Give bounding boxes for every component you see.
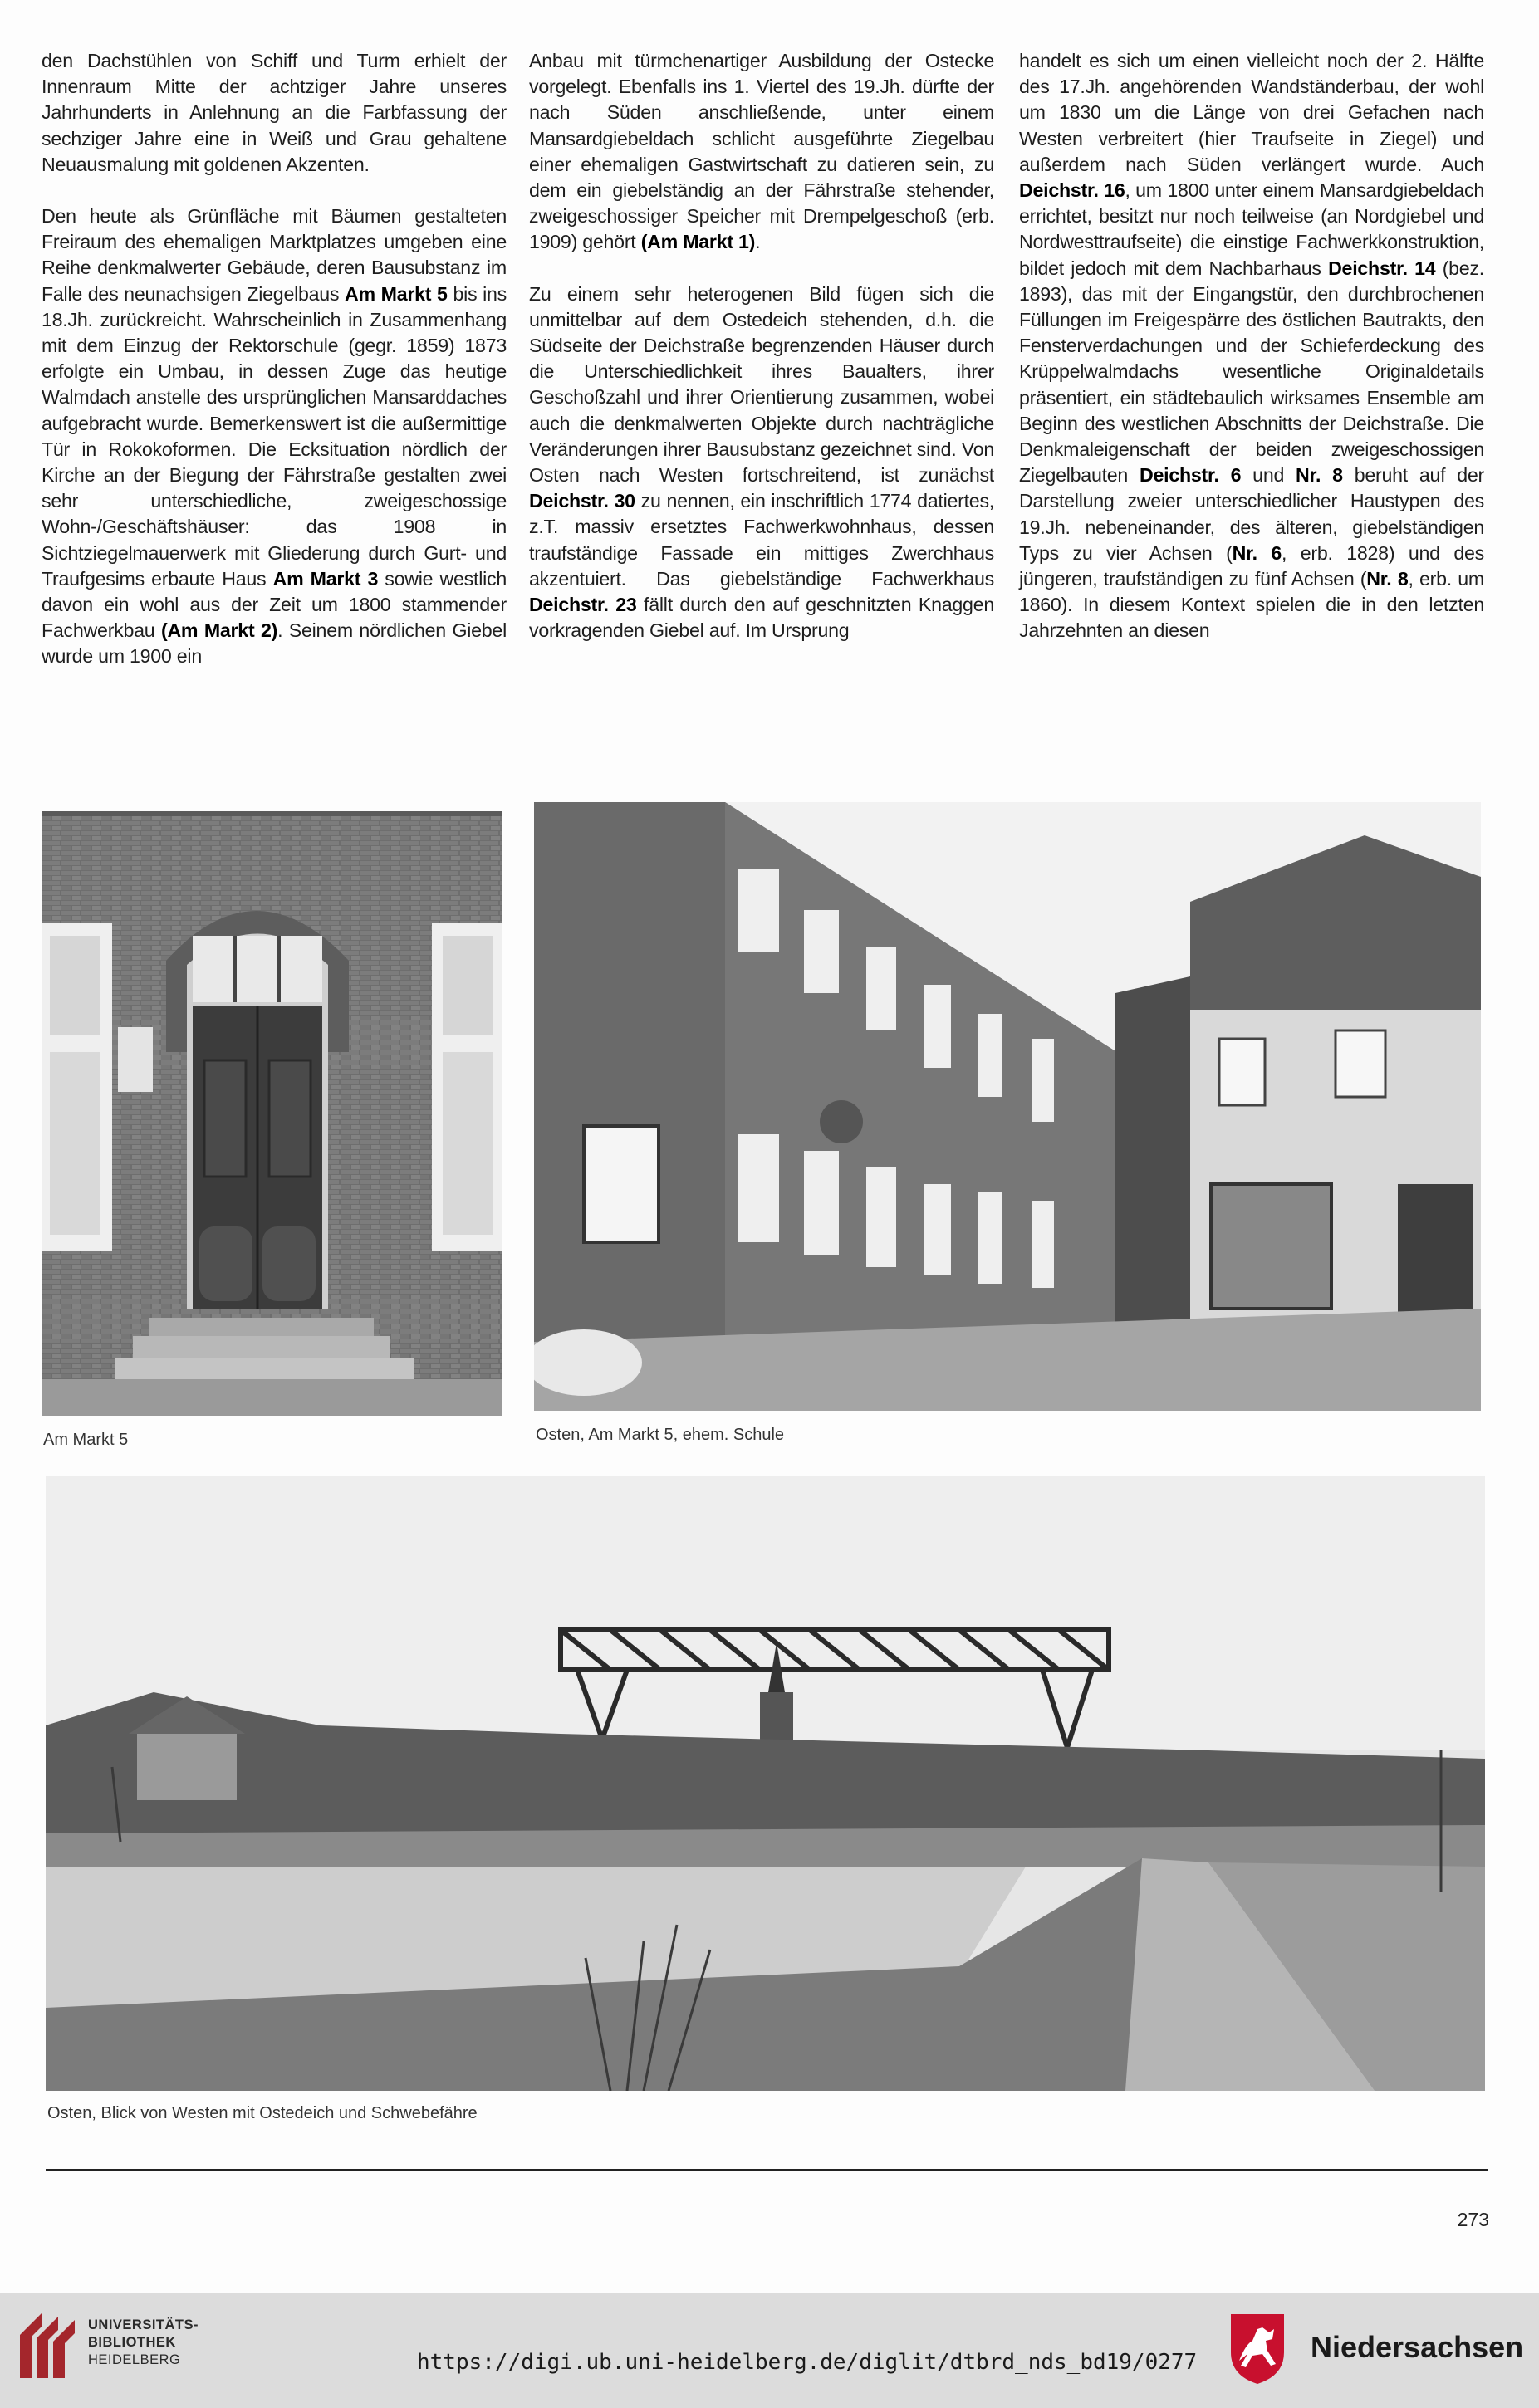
text-run: zu nennen, ein inschriftlich 1774 datiertes, z.T. massiv ersetztes Fachwerkwohnhaus, dessen traufständige Fassade ein mittiges Zwerchhaus akzentuiert. Das giebelständige Fachwerkhaus — [529, 490, 994, 590]
text-column-1 — [42, 48, 507, 696]
text-run: , erb. 1828) und des jüngeren, traufständigen zu fünf Achsen ( — [1019, 541, 1484, 590]
text-run: fällt durch den auf geschnitzten Knaggen vorkragenden Giebel auf. Im Ursprung — [529, 594, 994, 642]
text-run: bis ins 18.Jh. zurückreicht. Wahrscheinlich in Zusammenhang mit dem Einzug der Rektorschule (gegr. 1859) 1873 erfolgte ein Umbau, in dessen Zuge das heutige Walmdach anstelle des ursprünglichen Mansarddaches aufgebracht wurde. Bemerkenswert ist die außermittige Tür in Rokokoformen. Die Ecksituation nördlich der Kirche an der Biegung der Fährstraße gestalten zwei sehr unterschiedliche, zweigeschossige Wohn-/Geschäftshäuser: das 1908 in Sichtziegelmauerwerk mit Gliederung durch Gurt- und Traufgesims erbaute Haus — [42, 282, 507, 590]
caption-photo-2: Osten, Am Markt 5, ehem. Schule — [536, 1426, 785, 1444]
address-reference: Deichstr. 23 — [529, 594, 637, 616]
text-column-2 — [529, 48, 994, 669]
paragraph — [529, 281, 994, 644]
paragraph — [1019, 48, 1484, 644]
niedersachsen-name: Niedersachsen — [1311, 2330, 1524, 2364]
text-run: sowie westlich davon ein wohl aus der Zeit um 1800 stammender Fachwerkbau — [42, 567, 507, 642]
text-run: den Dachstühlen von Schiff und Turm erhielt der Innenraum Mitte der achtziger Jahre unseres Jahrhunderts in Anlehnung an die Farbfassung der sechziger Jahre eine in Weiß und Grau gehaltene Neuausmalung mit goldenen Akzenten. — [42, 50, 507, 175]
text-run: , erb. um 1860). In diesem Kontext spielen die in den letzten Jahrzehnten an diesen — [1019, 568, 1485, 642]
address-reference: Nr. 8 — [1296, 464, 1343, 487]
document-url-link[interactable]: https://digi.ub.uni-heidelberg.de/diglit/dtbrd_nds_bd19/0277 — [417, 2350, 1198, 2375]
address-reference: Deichstr. 30 — [529, 490, 635, 512]
text-column-3 — [1019, 48, 1484, 670]
text-run: Zu einem sehr heterogenen Bild fügen sich die unmittelbar auf dem Ostedeich stehenden, d.h. die Südseite der Deichstraße begrenzenden Häuser durch die Unterschiedlichkeit ihres Baualters, ihrer Geschoßzahl und ihrer Orientierung zusammen, wobei auch die denkmalwerten Objekte durch nachträgliche Veränderungen ihrer Bausubstanz gezeichnet sind. Von Osten nach Westen fortschreitend, ist zunächst — [529, 282, 994, 487]
text-run: Den heute als Grünfläche mit Bäumen gestalteten Freiraum des ehemaligen Marktplatzes umgeben eine Reihe denkmalwerter Gebäude, deren Bausubstanz im Falle des neunachsigen Ziegelbaus — [42, 205, 507, 305]
footer-rule — [46, 2169, 1488, 2171]
ub-heidelberg-logo-icon — [17, 2310, 80, 2381]
photo-ostedeich-schwebefaehre — [46, 1476, 1485, 2091]
address-reference: Deichstr. 16 — [1019, 179, 1125, 202]
address-reference: Nr. 8 — [1366, 568, 1409, 590]
page-number: 273 — [1457, 2209, 1489, 2230]
photo-am-markt-5-door — [42, 811, 502, 1416]
caption-photo-1: Am Markt 5 — [43, 1431, 129, 1449]
text-run: beruht auf der Darstellung zweier unterschiedlicher Haustypen des 19.Jh. nebeneinander, des älteren, giebelständigen Typs zu vier Achsen ( — [1019, 464, 1485, 564]
photo-am-markt-5-school — [534, 802, 1481, 1411]
niedersachsen-horse-icon — [1228, 2311, 1287, 2386]
paragraph — [42, 203, 507, 670]
address-reference: Nr. 6 — [1232, 541, 1282, 564]
address-reference: Deichstr. 14 — [1328, 257, 1436, 279]
caption-photo-3: Osten, Blick von Westen mit Ostedeich und Schwebefähre — [47, 2104, 478, 2122]
ub-heidelberg-name: UNIVERSITÄTS- BIBLIOTHEK HEIDELBERG — [88, 2317, 199, 2367]
paragraph — [42, 48, 507, 178]
address-reference: (Am Markt 2) — [160, 619, 278, 642]
address-reference: Deichstr. 6 — [1140, 464, 1242, 487]
text-run: , um 1800 unter einem Mansardgiebeldach errichtet, besitzt nur noch teilweise (an Nordgiebel und Nordwesttraufseite) die einstige Fachwerkkonstruktion, bildet jedoch mit dem Nachbarhaus — [1019, 179, 1484, 279]
text-run: . — [755, 231, 761, 253]
text-run: und — [1241, 464, 1296, 487]
text-run: (bez. 1893), das mit der Eingangstür, den durchbrochenen Füllungen im Freigespärre des östlichen Bautrakts, den Fensterverdachungen und der Schieferdeckung des Krüppelwalmdachs wesentliche Originaldetails präsentiert, ein städtebaulich wirksames Ensemble am Beginn des westlichen Abschnitts der Deichstraße. Die Denkmaleigenschaft der beiden zweigeschossigen Ziegelbauten — [1019, 257, 1484, 487]
text-run: Anbau mit türmchenartiger Ausbildung der Ostecke vorgelegt. Ebenfalls ins 1. Viertel des 19.Jh. dürfte der nach Süden anschließende, unter einem Mansardgiebeldach schlicht ausgeführte Ziegelbau einer ehemaligen Gastwirtschaft zu datieren sein, zu dem ein giebelständig an der Fährstraße stehender, zweigeschossiger Speicher mit Drempelgeschoß (erb. 1909) gehört — [529, 50, 994, 253]
address-reference: (Am Markt 1) — [640, 231, 756, 253]
paragraph — [529, 48, 994, 256]
text-run: handelt es sich um einen vielleicht noch der 2. Hälfte des 17.Jh. angehörenden Wandständerbau, der wohl um 1830 um die Länge von drei Gefachen nach Westen verbreitert (hier Traufseite in Ziegel) und außerdem nach Süden verlängert wurde. Auch — [1019, 50, 1484, 175]
text-run: . Seinem nördlichen Giebel wurde um 1900 ein — [42, 619, 507, 668]
address-reference: Am Markt 5 — [345, 282, 448, 305]
address-reference: Am Markt 3 — [272, 567, 379, 590]
